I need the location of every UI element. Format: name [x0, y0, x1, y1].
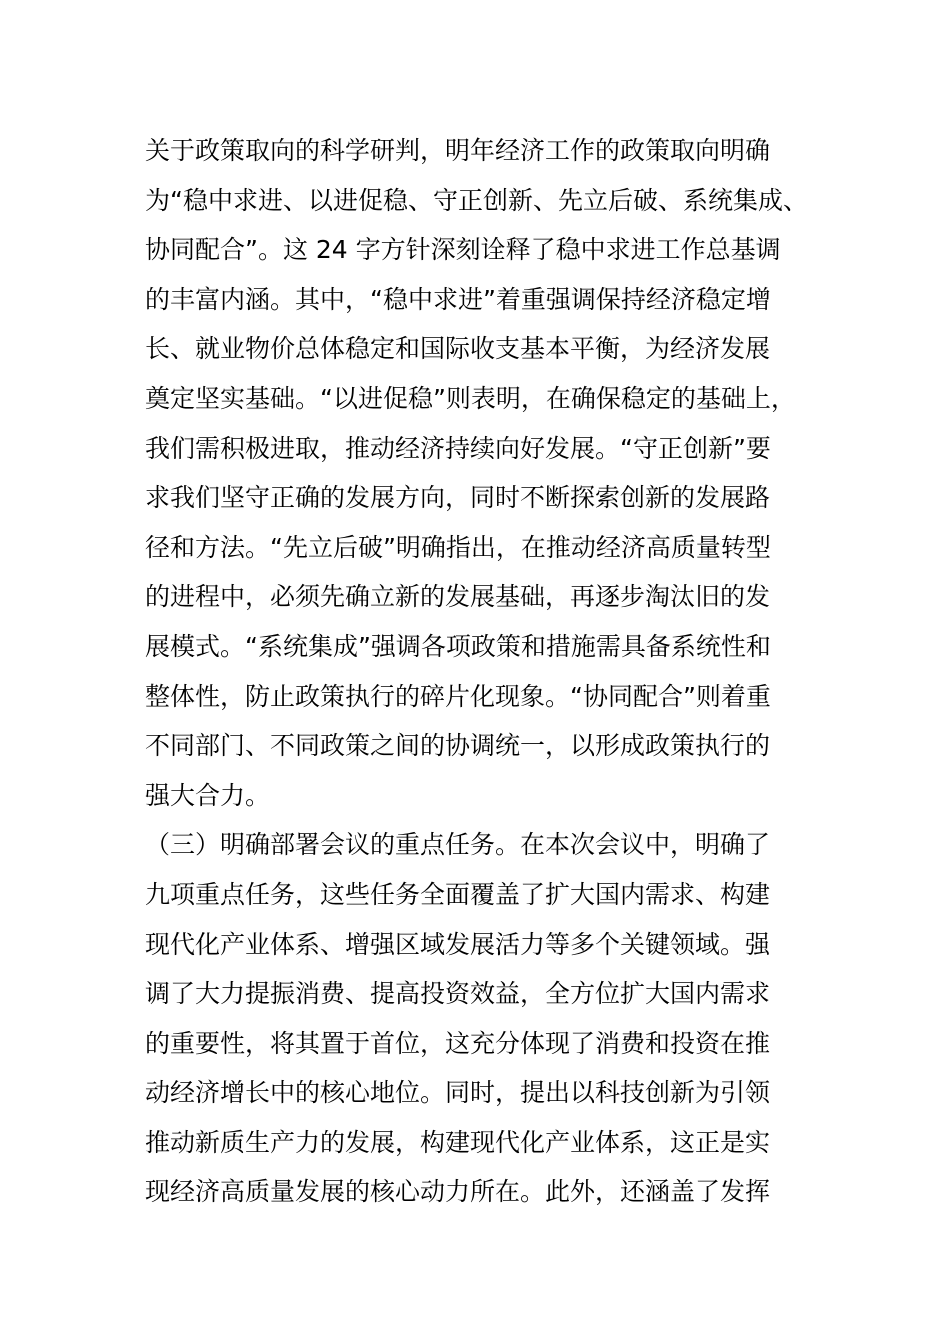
- text-line: 九项重点任务，这些任务全面覆盖了扩大国内需求、构建: [145, 879, 771, 909]
- text-line: 现代化产业体系、增强区域发展活力等多个关键领域。强: [145, 929, 771, 959]
- text-line: 的丰富内涵。其中，“稳中求进”着重强调保持经济稳定增: [145, 284, 771, 314]
- text-line: 径和方法。“先立后破”明确指出，在推动经济高质量转型: [145, 532, 771, 562]
- text-line: 奠定坚实基础。“以进促稳”则表明，在确保稳定的基础上，: [145, 383, 796, 413]
- text-line: 求我们坚守正确的发展方向，同时不断探索创新的发展路: [145, 483, 771, 513]
- text-line: 我们需积极进取，推动经济持续向好发展。“守正创新”要: [145, 433, 771, 463]
- section-heading-line: （三）明确部署会议的重点任务。在本次会议中，明确了: [145, 830, 771, 860]
- text-line: 推动新质生产力的发展，构建现代化产业体系，这正是实: [145, 1127, 771, 1157]
- document-body: [145, 126, 845, 1217]
- text-line: 强大合力。: [145, 780, 271, 810]
- text-line: 的进程中，必须先确立新的发展基础，再逐步淘汰旧的发: [145, 582, 771, 612]
- text-line: 展模式。“系统集成”强调各项政策和措施需具备系统性和: [145, 631, 771, 661]
- text-line: 不同部门、不同政策之间的协调统一，以形成政策执行的: [145, 731, 771, 761]
- text-line: 动经济增长中的核心地位。同时，提出以科技创新为引领: [145, 1078, 771, 1108]
- text-line: 协同配合”。这 24 字方针深刻诠释了稳中求进工作总基调: [145, 235, 781, 265]
- text-line: 整体性，防止政策执行的碎片化现象。“协同配合”则着重: [145, 681, 771, 711]
- text-line: 调了大力提振消费、提高投资效益，全方位扩大国内需求: [145, 979, 771, 1009]
- text-line: 关于政策取向的科学研判，明年经济工作的政策取向明确: [145, 136, 771, 165]
- text-line: 的重要性，将其置于首位，这充分体现了消费和投资在推: [145, 1028, 771, 1058]
- text-line: 为“稳中求进、以进促稳、守正创新、先立后破、系统集成、: [145, 185, 808, 215]
- text-line: 现经济高质量发展的核心动力所在。此外，还涵盖了发挥: [145, 1177, 771, 1207]
- text-line: 长、就业物价总体稳定和国际收支基本平衡，为经济发展: [145, 334, 771, 364]
